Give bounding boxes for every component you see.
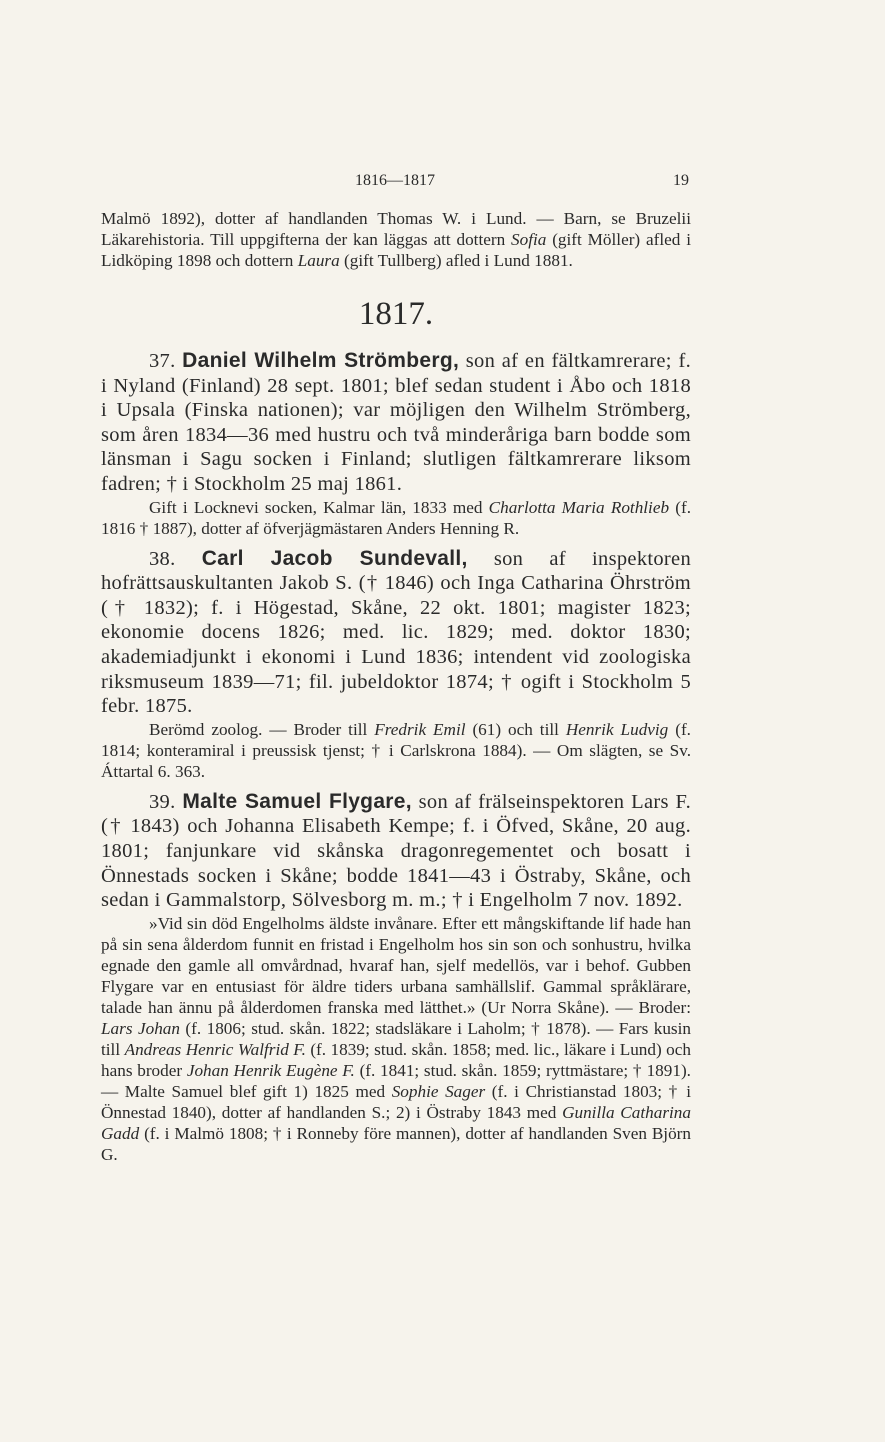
intro-text: Malmö 1892), dotter af handlanden Thomas W. i Lund. — Barn, se Bruzelii Läkarehistoria. Till uppgifterna der kan läggas att dottern (101, 209, 691, 249)
intro-text: (gift Tullberg) afled i Lund 1881. (339, 251, 573, 270)
note-name: Sophie Sager (391, 1081, 486, 1101)
entry-text: son af en fältkamrerare; f. i Nyland (Finland) 28 sept. 1801; blef sedan student i Åbo och 1818 i Upsala (Finska nationen); var möjligen den Wilhelm Strömberg, som åren 1834—36 med hustru och två minderåriga barn bodde som länsman i Sagu socken i Finland; slutligen fältkamrerare liksom fadren; † i Stockholm 25 maj 1861. (101, 350, 691, 495)
note-text: (f. 1841; stud. skån. 1859; ryttmästare; † 1891). — Malte Samuel blef gift 1) 1825 med (101, 1060, 691, 1101)
intro-name-sofia: Sofia (511, 230, 547, 249)
year-heading: 1817. (358, 296, 434, 332)
intro-paragraph (101, 208, 691, 271)
entry-name: Malte Samuel Flygare, (182, 789, 412, 813)
intro-text: (gift Möller) afled i Lidköping 1898 och dottern (101, 230, 691, 270)
entry-number: 39. (149, 790, 176, 813)
entry-39-note (101, 913, 691, 1165)
entry-text: son af frälseinspektoren Lars F. († 1843) och Johanna Elisabeth Kempe; f. i Öfved, Skåne, 20 aug. 1801; fanjunkare vid skånska dragonregementet och bosatt i Önnestads socken i Skåne; bodde 1841—43 i Östraby, Skåne, och sedan i Gammalstorp, Sölvesborg m. m.; † i Engelholm 7 nov. 1892. (101, 790, 692, 912)
page-content (101, 208, 691, 1165)
note-name: Andreas Henric Walfrid F. (124, 1039, 306, 1059)
note-name: Henrik Ludvig (565, 719, 669, 739)
note-name: Charlotta Maria Rothlieb (488, 497, 670, 517)
entry-38-note (101, 719, 691, 782)
note-text: »Vid sin död Engelholms äldste invånare. Efter ett mångskiftande lif hade han på sin sena ålderdom funnit en fristad i Engelholm hos sin son och sonhustru, hvilka egnade den gamle all omvårdnad, hvaraf han, sjelf medellös, var i behof. Gubben Flygare var en entusiast för äldre tiders urbana samhällslif. Gammal språklärare, talade han ännu på ålderdomen franska med lätthet.» (Ur Norra Skåne). — Broder: (101, 913, 691, 1017)
note-name: Gunilla Catharina Gadd (101, 1102, 691, 1143)
running-head-title: 1816—1817 (355, 172, 435, 189)
entry-39-paragraph (101, 790, 691, 913)
note-text: Gift i Locknevi socken, Kalmar län, 1833 med (149, 497, 489, 517)
intro-name-laura: Laura (297, 251, 340, 270)
note-name: Johan Henrik Eugène F. (186, 1060, 355, 1080)
entry-number: 37. (149, 350, 176, 372)
running-head (101, 172, 689, 194)
note-text: Berömd zoolog. — Broder till (149, 719, 375, 739)
entry-number: 38. (149, 547, 176, 570)
note-text: (f. 1839; stud. skån. 1858; med. lic., läkare i Lund) och hans broder (101, 1039, 692, 1080)
entry-name: Daniel Wilhelm Strömberg, (182, 349, 460, 372)
entry-37-note (101, 497, 691, 539)
note-text: (f. 1816 † 1887), dotter af öfverjägmästaren Anders Henning R. (101, 497, 691, 538)
note-name: Fredrik Emil (374, 719, 466, 739)
note-text: (f. 1814; konteramiral i preussisk tjenst; † i Carlskrona 1884). — Om slägten, se Sv. Áttartal 6. 363. (101, 719, 691, 781)
entry-37-paragraph (101, 349, 691, 497)
note-text: (f. 1806; stud. skån. 1822; stadsläkare i Laholm; † 1878). — Fars kusin till (101, 1018, 691, 1059)
page-number: 19 (673, 172, 689, 189)
entry-name: Carl Jacob Sundevall, (201, 546, 468, 570)
entry-text: son af inspektoren hofrättsauskultanten Jakob S. († 1846) och Inga Catharina Öhrström († 1832); f. i Högestad, Skåne, 22 okt. 1801; magister 1823; ekonomie docens 1826; med. lic. 1829; med. doktor 1830; akademiadjunkt i ekonomi i Lund 1836; intendent vid zoologiska riksmuseum 1839—71; fil. jubeldoktor 1874; † ogift i Stockholm 5 febr. 1875. (101, 547, 691, 718)
note-text: (61) och till (465, 719, 566, 739)
note-text: (f. i Christianstad 1803; † i Önnestad 1840), dotter af handlanden S.; 2) i Östraby 1843 med (101, 1081, 691, 1122)
entry-38-paragraph (101, 547, 691, 719)
note-text: (f. i Malmö 1808; † i Ronneby före mannen), dotter af handlanden Sven Björn G. (101, 1123, 691, 1164)
note-name: Lars Johan (101, 1018, 180, 1038)
